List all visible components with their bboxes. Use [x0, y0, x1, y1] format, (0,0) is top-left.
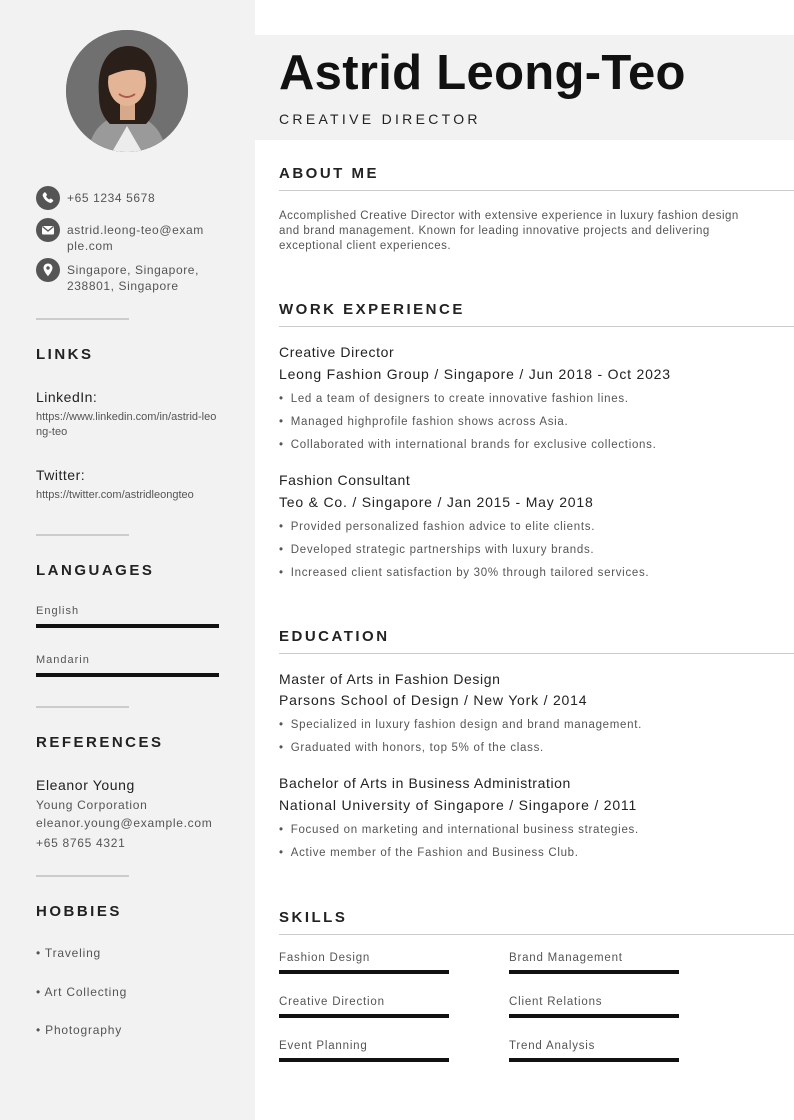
- education-bullet: • Active member of the Fashion and Business Club.: [279, 847, 579, 859]
- job-meta: Teo & Co. / Singapore / Jan 2015 - May 2018: [279, 494, 594, 510]
- location-pin-icon: [36, 258, 60, 282]
- job-bullet: • Led a team of designers to create innovative fashion lines.: [279, 393, 629, 405]
- degree-title: Bachelor of Arts in Business Administration: [279, 775, 571, 791]
- hobbies-heading: HOBBIES: [36, 903, 122, 920]
- links-heading: LINKS: [36, 346, 94, 363]
- hobby-item: • Traveling: [36, 946, 102, 960]
- job-bullet: • Increased client satisfaction by 30% through tailored services.: [279, 567, 649, 579]
- job-title: Fashion Consultant: [279, 472, 411, 488]
- languages-heading: LANGUAGES: [36, 562, 155, 579]
- sidebar-divider: [36, 875, 129, 877]
- references-heading: REFERENCES: [36, 734, 164, 751]
- sidebar-divider: [36, 318, 129, 320]
- skill-level-bar: [509, 1014, 679, 1018]
- skill-name: Event Planning: [279, 1040, 368, 1052]
- skill-level-bar: [279, 1014, 449, 1018]
- section-divider: [279, 934, 794, 935]
- education-bullet: • Graduated with honors, top 5% of the class.: [279, 742, 544, 754]
- hobby-label: Art Collecting: [44, 985, 128, 999]
- skill-name: Brand Management: [509, 952, 623, 964]
- about-text: Accomplished Creative Director with extensive experience in luxury fashion design and brand management. Known for leading innovative projects and delivering exceptional client experiences.: [279, 210, 739, 252]
- language-level-bar: [36, 673, 219, 677]
- reference-company: Young Corporation: [36, 798, 148, 812]
- education-bullet: • Focused on marketing and international business strategies.: [279, 824, 639, 836]
- section-divider: [279, 190, 794, 191]
- linkedin-link[interactable]: https://www.linkedin.com/in/astrid-leong-teo: [36, 411, 217, 438]
- hobby-item: • Photography: [36, 1023, 122, 1037]
- degree-meta: Parsons School of Design / New York / 2014: [279, 692, 588, 708]
- skill-name: Client Relations: [509, 996, 603, 1008]
- skill-name: Creative Direction: [279, 996, 385, 1008]
- twitter-label: Twitter:: [36, 467, 86, 483]
- experience-heading: WORK EXPERIENCE: [279, 301, 465, 318]
- contact-email: [36, 218, 207, 254]
- hobby-item: • Art Collecting: [36, 985, 128, 999]
- contact-phone: [36, 186, 207, 210]
- section-divider: [279, 653, 794, 654]
- linkedin-label: LinkedIn:: [36, 389, 98, 405]
- phone-text: +65 1234 5678: [67, 191, 156, 205]
- mail-icon: [36, 218, 60, 242]
- education-heading: EDUCATION: [279, 628, 390, 645]
- sidebar-divider: [36, 706, 129, 708]
- twitter-link[interactable]: https://twitter.com/astridleongteo: [36, 489, 194, 501]
- job-role: CREATIVE DIRECTOR: [279, 111, 481, 127]
- skills-heading: SKILLS: [279, 909, 348, 926]
- hobby-label: Photography: [45, 1023, 122, 1037]
- language-name: Mandarin: [36, 654, 90, 666]
- section-divider: [279, 326, 794, 327]
- degree-meta: National University of Singapore / Singapore / 2011: [279, 797, 638, 813]
- reference-name: Eleanor Young: [36, 777, 135, 793]
- candidate-name: Astrid Leong-Teo: [279, 46, 686, 100]
- sidebar-divider: [36, 534, 129, 536]
- job-bullet: • Developed strategic partnerships with luxury brands.: [279, 544, 594, 556]
- address-text: Singapore, Singapore, 238801, Singapore: [67, 263, 200, 293]
- skill-level-bar: [279, 970, 449, 974]
- reference-email[interactable]: eleanor.young@example.com: [36, 816, 213, 830]
- job-title: Creative Director: [279, 344, 395, 360]
- education-bullet: • Specialized in luxury fashion design and brand management.: [279, 719, 642, 731]
- job-bullet: • Managed highprofile fashion shows across Asia.: [279, 416, 568, 428]
- skill-level-bar: [509, 1058, 679, 1062]
- job-meta: Leong Fashion Group / Singapore / Jun 2018 - Oct 2023: [279, 366, 671, 382]
- email-link[interactable]: astrid.leong-teo@example.com: [67, 223, 204, 253]
- phone-icon: [36, 186, 60, 210]
- skill-name: Fashion Design: [279, 952, 371, 964]
- skill-level-bar: [279, 1058, 449, 1062]
- contact-address: [36, 258, 207, 294]
- job-bullet: • Collaborated with international brands for exclusive collections.: [279, 439, 657, 451]
- about-heading: ABOUT ME: [279, 165, 379, 182]
- hobby-label: Traveling: [44, 946, 102, 960]
- language-level-bar: [36, 624, 219, 628]
- reference-phone: +65 8765 4321: [36, 836, 126, 850]
- skill-level-bar: [509, 970, 679, 974]
- skill-name: Trend Analysis: [509, 1040, 596, 1052]
- degree-title: Master of Arts in Fashion Design: [279, 671, 501, 687]
- profile-photo: [66, 30, 188, 152]
- job-bullet: • Provided personalized fashion advice to elite clients.: [279, 521, 595, 533]
- language-name: English: [36, 605, 80, 617]
